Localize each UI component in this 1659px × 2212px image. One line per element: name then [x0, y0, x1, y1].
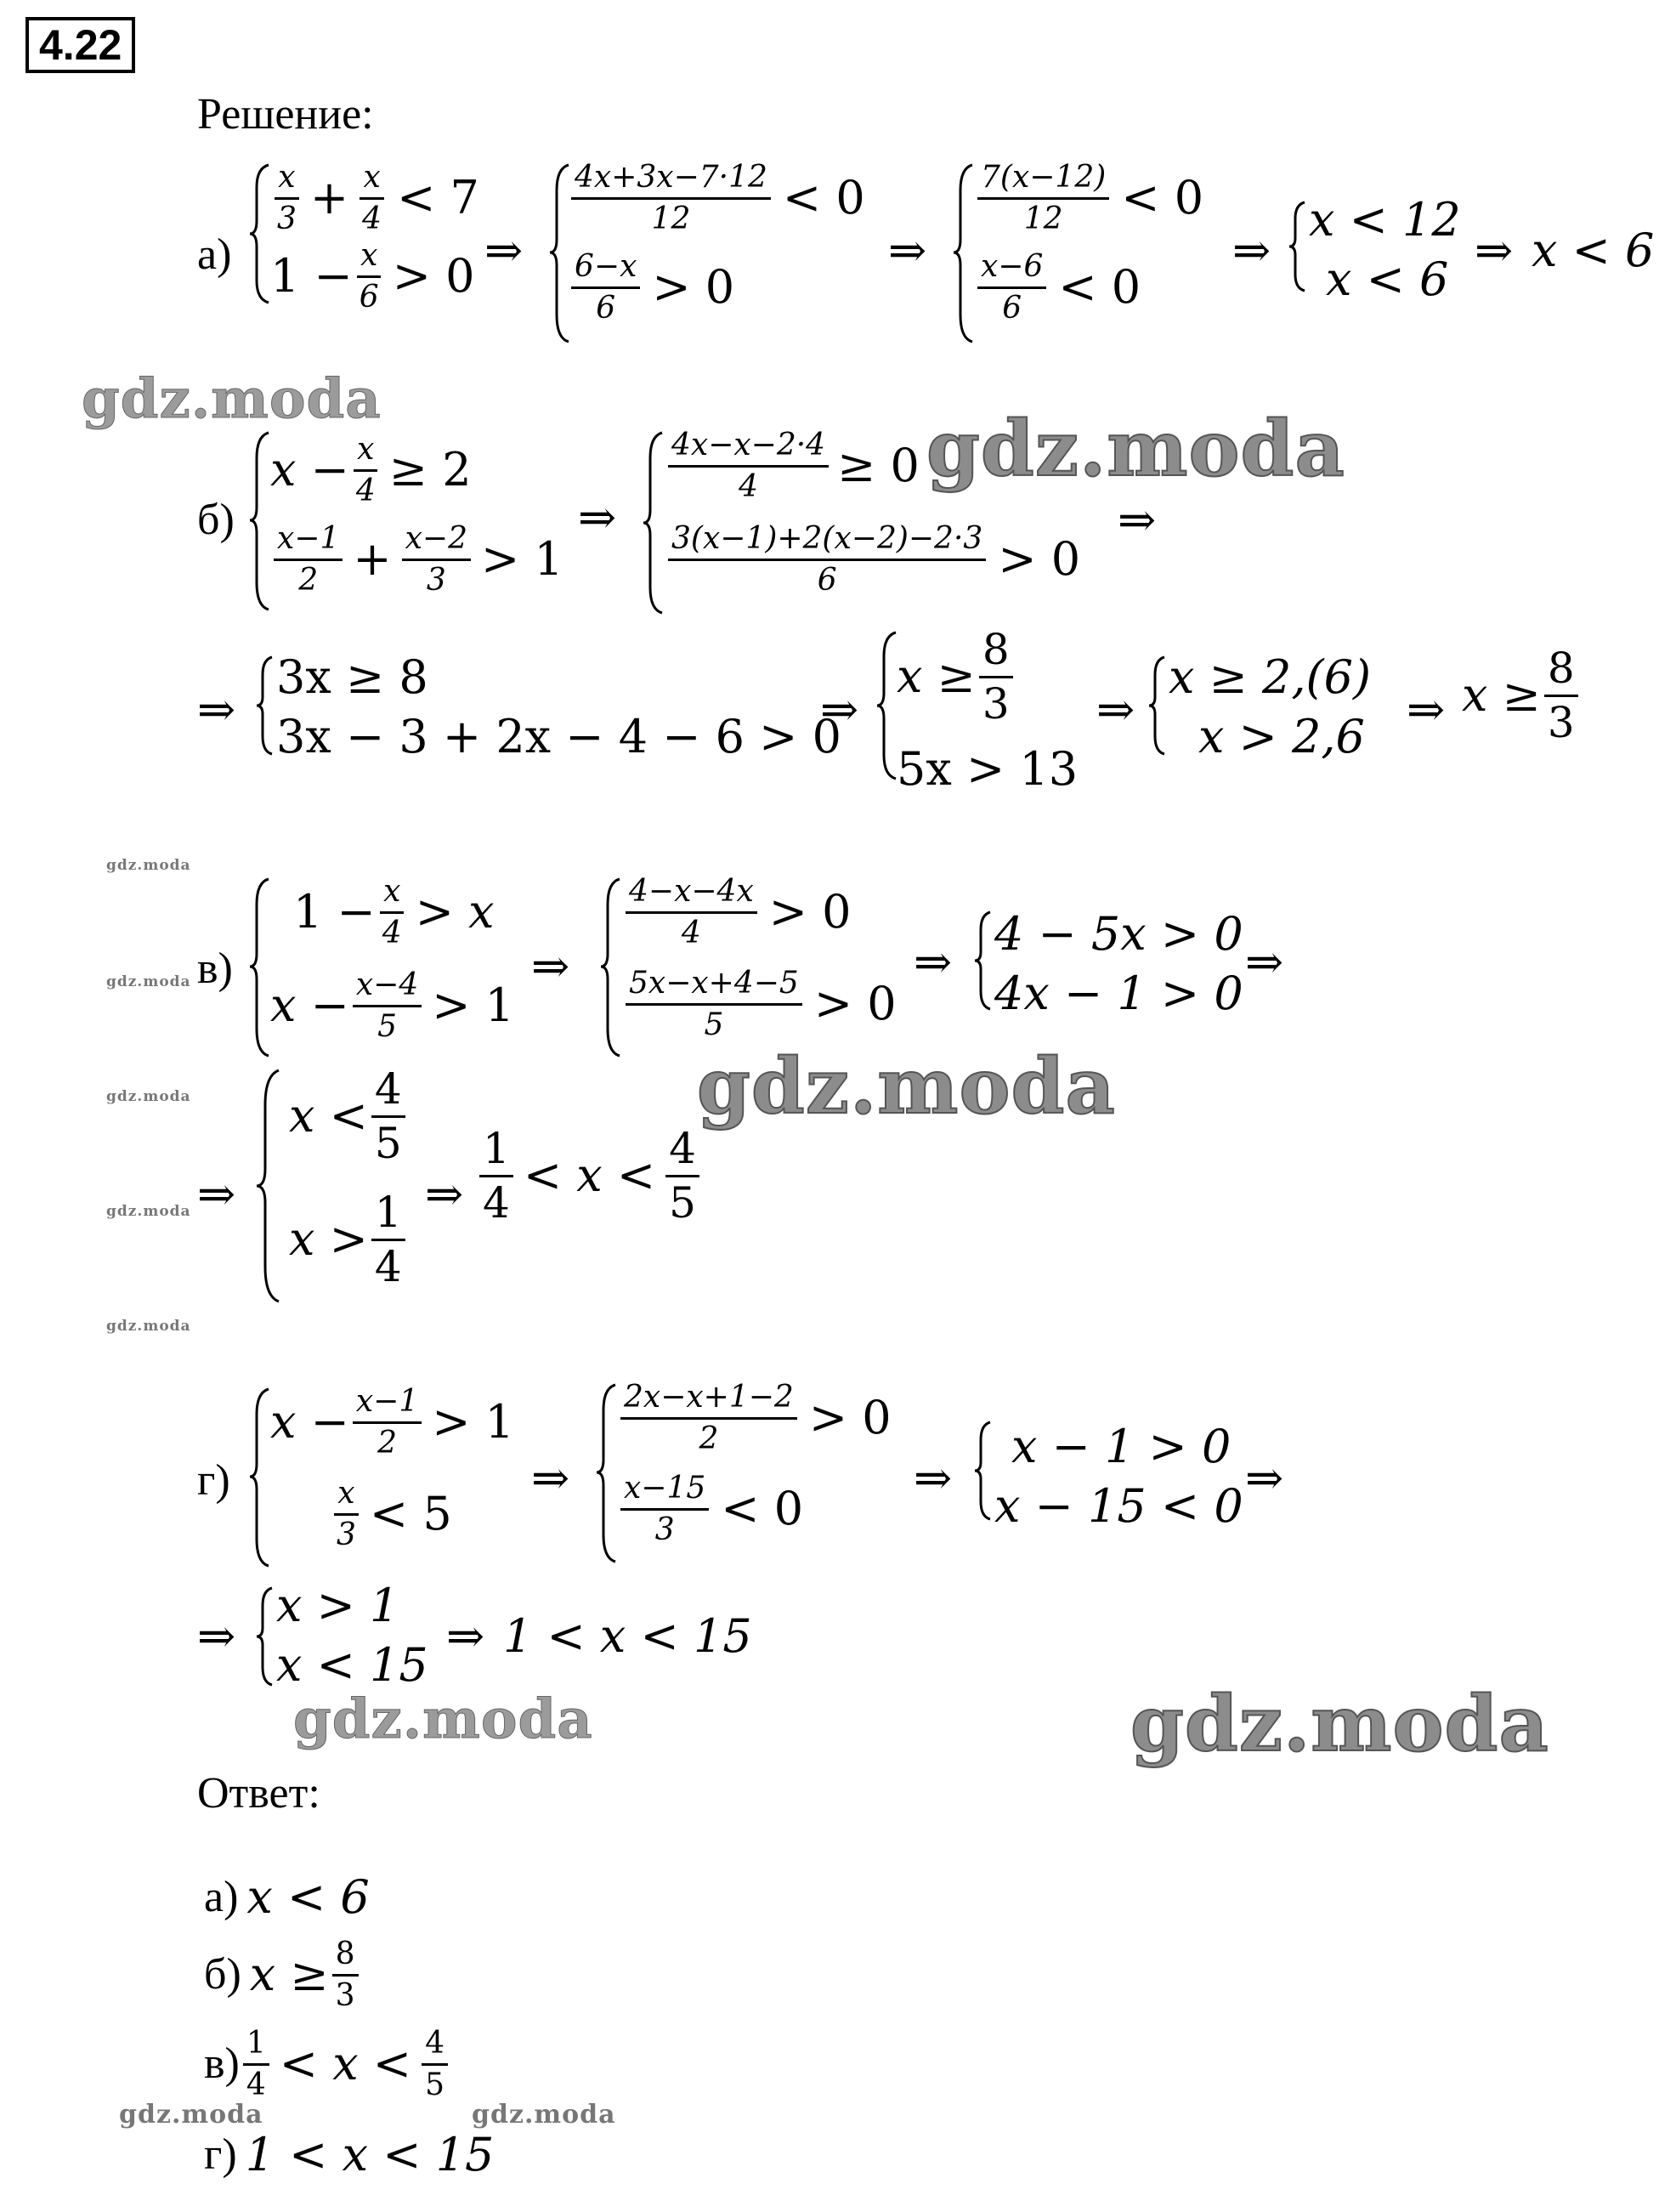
implies-arrow: ⇒ [820, 683, 859, 736]
watermark: gdz.moda [697, 1041, 1116, 1132]
left-brace [595, 1381, 619, 1564]
fraction: $\frac{x-15}{3}$ [620, 1472, 709, 1546]
implies-arrow: ⇒ [1245, 935, 1284, 989]
watermark: gdz.moda [106, 1203, 191, 1220]
b-sys1-line1: x − $\frac{x}{4}$ ≥ 2 [270, 432, 472, 508]
left-brace [599, 876, 623, 1058]
g-sys1-line1: x − $\frac{x-1}{2}$ > 1 [270, 1384, 515, 1460]
fraction: $\frac{1}{4}$ [479, 1126, 513, 1225]
watermark: gdz.moda [106, 973, 191, 990]
fraction: $\frac{x}{4}$ [359, 162, 385, 235]
fraction: $\frac{1}{4}$ [243, 2028, 269, 2101]
b-sys1-line2: $\frac{x-1}{2}$ + $\frac{x-2}{3}$ > 1 [270, 523, 563, 597]
a-result: x < 6 [1532, 224, 1655, 277]
fraction: $\frac{8}{3}$ [1544, 646, 1578, 745]
fraction: $\frac{6-x}{6}$ [571, 251, 640, 325]
left-brace [875, 629, 899, 782]
left-brace [248, 1386, 272, 1568]
watermark: gdz.moda [82, 367, 382, 431]
fraction: $\frac{2x-x+1-2}{2}$ [620, 1381, 797, 1455]
implies-arrow: ⇒ [531, 939, 570, 993]
implies-arrow: ⇒ [1118, 493, 1157, 547]
v-sys3-line1: 4 − 5x > 0 [994, 907, 1243, 961]
watermark: gdz.moda [119, 2100, 263, 2130]
fraction: $\frac{x-1}{2}$ [274, 523, 343, 597]
v-sys4-line1: x < $\frac{4}{5}$ [289, 1067, 409, 1166]
b-sys2-line2: $\frac{3(x-1)+2(x-2)-2\cdot 3}{6}$ > 0 [665, 523, 1080, 597]
b-sys3-line1: 3x ≥ 8 [276, 650, 428, 704]
g-sys3-line2: x − 15 < 0 [994, 1479, 1243, 1533]
fraction: $\frac{1}{4}$ [371, 1190, 405, 1289]
implies-arrow: ⇒ [425, 1167, 464, 1221]
label-b: б) [197, 496, 235, 544]
a-sys2-line1: $\frac{4x+3x-7\cdot 12}{12}$ < 0 [568, 162, 865, 235]
fraction: $\frac{x}{3}$ [274, 162, 300, 235]
v-sys2-line2: $\frac{5x-x+4-5}{5}$ > 0 [622, 967, 897, 1041]
b-result: x ≥ $\frac{8}{3}$ [1462, 646, 1582, 745]
answer-v: в) $\frac{1}{4}$ < x < $\frac{4}{5}$ [204, 2028, 451, 2101]
fraction: $\frac{5x-x+4-5}{5}$ [626, 967, 802, 1041]
left-brace [255, 1067, 282, 1305]
b-sys3-line2: 3x − 3 + 2x − 4 − 6 > 0 [276, 710, 841, 763]
left-brace [248, 429, 272, 612]
a-sys1-line1: $\frac{x}{3}$ + $\frac{x}{4}$ < 7 [270, 162, 479, 235]
fraction: $\frac{x-2}{3}$ [402, 523, 471, 597]
watermark: gdz.moda [106, 1318, 191, 1335]
g-result: 1 < x < 15 [503, 1609, 752, 1663]
implies-arrow: ⇒ [197, 1167, 236, 1221]
fraction: $\frac{x}{6}$ [356, 240, 382, 314]
a-sys2-line2: $\frac{6-x}{6}$ > 0 [568, 251, 734, 325]
fraction: $\frac{4x+3x-7\cdot 12}{12}$ [571, 162, 771, 235]
label-v: в) [197, 944, 233, 993]
watermark: gdz.moda [106, 1088, 191, 1105]
g-sys2-line2: $\frac{x-15}{3}$ < 0 [617, 1472, 803, 1546]
implies-arrow: ⇒ [578, 491, 617, 544]
implies-arrow: ⇒ [446, 1609, 485, 1663]
a-sys1-line2: 1 − $\frac{x}{6}$ > 0 [270, 238, 475, 315]
label-a: а) [197, 230, 232, 279]
implies-arrow: ⇒ [1232, 224, 1271, 277]
left-brace [973, 910, 994, 1012]
implies-arrow: ⇒ [1245, 1451, 1284, 1505]
a-sys3-line2: $\frac{x-6}{6}$ < 0 [974, 251, 1141, 325]
left-brace [973, 1420, 994, 1522]
a-sys4-line1: x < 12 [1309, 193, 1461, 247]
fraction: $\frac{4}{5}$ [422, 2028, 448, 2101]
left-brace [1147, 655, 1168, 757]
fraction: $\frac{x-4}{5}$ [353, 969, 422, 1043]
implies-arrow: ⇒ [484, 224, 524, 277]
implies-arrow: ⇒ [197, 683, 236, 736]
implies-arrow: ⇒ [1407, 683, 1446, 736]
a-sys4-line2: x < 6 [1326, 252, 1449, 306]
fraction: $\frac{4-x-4x}{4}$ [626, 876, 757, 950]
fraction: $\frac{x}{4}$ [379, 876, 405, 950]
left-brace [248, 162, 272, 306]
fraction: $\frac{8}{3}$ [332, 1938, 359, 2012]
fraction: $\frac{4}{5}$ [371, 1067, 405, 1166]
g-sys4-line1: x > 1 [276, 1579, 399, 1632]
solution-heading: Решение: [197, 90, 374, 139]
g-sys2-line1: $\frac{2x-x+1-2}{2}$ > 0 [617, 1381, 892, 1455]
left-brace [255, 1585, 275, 1687]
v-sys2-line1: $\frac{4-x-4x}{4}$ > 0 [622, 876, 852, 950]
b-sys4-line2: 5x > 13 [897, 742, 1079, 796]
watermark: gdz.moda [293, 1687, 593, 1751]
implies-arrow: ⇒ [531, 1451, 570, 1505]
fraction: $\frac{3(x-1)+2(x-2)-2\cdot 3}{6}$ [668, 523, 986, 597]
fraction: $\frac{x}{4}$ [353, 434, 379, 508]
watermark: gdz.moda [472, 2100, 616, 2130]
implies-arrow: ⇒ [1096, 683, 1135, 736]
left-brace [1288, 200, 1308, 293]
implies-arrow: ⇒ [1475, 224, 1514, 277]
v-result: $\frac{1}{4}$ < x < $\frac{4}{5}$ [476, 1126, 703, 1225]
implies-arrow: ⇒ [914, 935, 953, 989]
fraction: $\frac{x-1}{2}$ [353, 1386, 422, 1460]
watermark: gdz.moda [106, 857, 191, 874]
v-sys3-line2: 4x − 1 > 0 [994, 967, 1243, 1020]
v-sys1-line1: 1 − $\frac{x}{4}$ > x [293, 874, 495, 950]
fraction: $\frac{x}{3}$ [333, 1478, 360, 1551]
left-brace [255, 655, 275, 757]
fraction: $\frac{8}{3}$ [979, 627, 1013, 726]
watermark: gdz.moda [1130, 1679, 1549, 1769]
left-brace [642, 429, 665, 616]
implies-arrow: ⇒ [914, 1451, 953, 1505]
v-sys1-line2: x − $\frac{x-4}{5}$ > 1 [270, 967, 515, 1044]
a-sys3-line1: $\frac{7(x-12)}{12}$ < 0 [974, 162, 1203, 235]
fraction: $\frac{4x-x-2\cdot 4}{4}$ [668, 429, 829, 503]
label-g: г) [197, 1456, 230, 1505]
answer-heading: Ответ: [197, 1769, 320, 1818]
g-sys1-line2: $\frac{x}{3}$ < 5 [330, 1478, 452, 1551]
fraction: $\frac{7(x-12)}{12}$ [977, 162, 1109, 235]
v-sys4-line2: x > $\frac{1}{4}$ [289, 1190, 409, 1289]
implies-arrow: ⇒ [888, 224, 927, 277]
left-brace [248, 876, 272, 1058]
problem-number: 4.22 [25, 17, 135, 73]
implies-arrow: ⇒ [197, 1609, 236, 1663]
b-sys5-line2: x > 2,6 [1198, 710, 1365, 763]
watermark: gdz.moda [926, 404, 1345, 494]
b-sys2-line1: $\frac{4x-x-2\cdot 4}{4}$ ≥ 0 [665, 429, 920, 503]
answer-a: а) x < 6 [204, 1870, 370, 1924]
answer-b: б) x ≥ $\frac{8}{3}$ [204, 1938, 362, 2012]
b-sys4-line1: x ≥ $\frac{8}{3}$ [897, 627, 1016, 726]
g-sys4-line2: x < 15 [276, 1638, 428, 1692]
answer-g: г) 1 < x < 15 [204, 2128, 495, 2181]
left-brace [952, 162, 976, 344]
b-sys5-line1: x ≥ 2,(6) [1169, 650, 1372, 704]
g-sys3-line1: x − 1 > 0 [1011, 1420, 1232, 1473]
fraction: $\frac{x-6}{6}$ [977, 251, 1046, 325]
fraction: $\frac{4}{5}$ [665, 1126, 699, 1225]
